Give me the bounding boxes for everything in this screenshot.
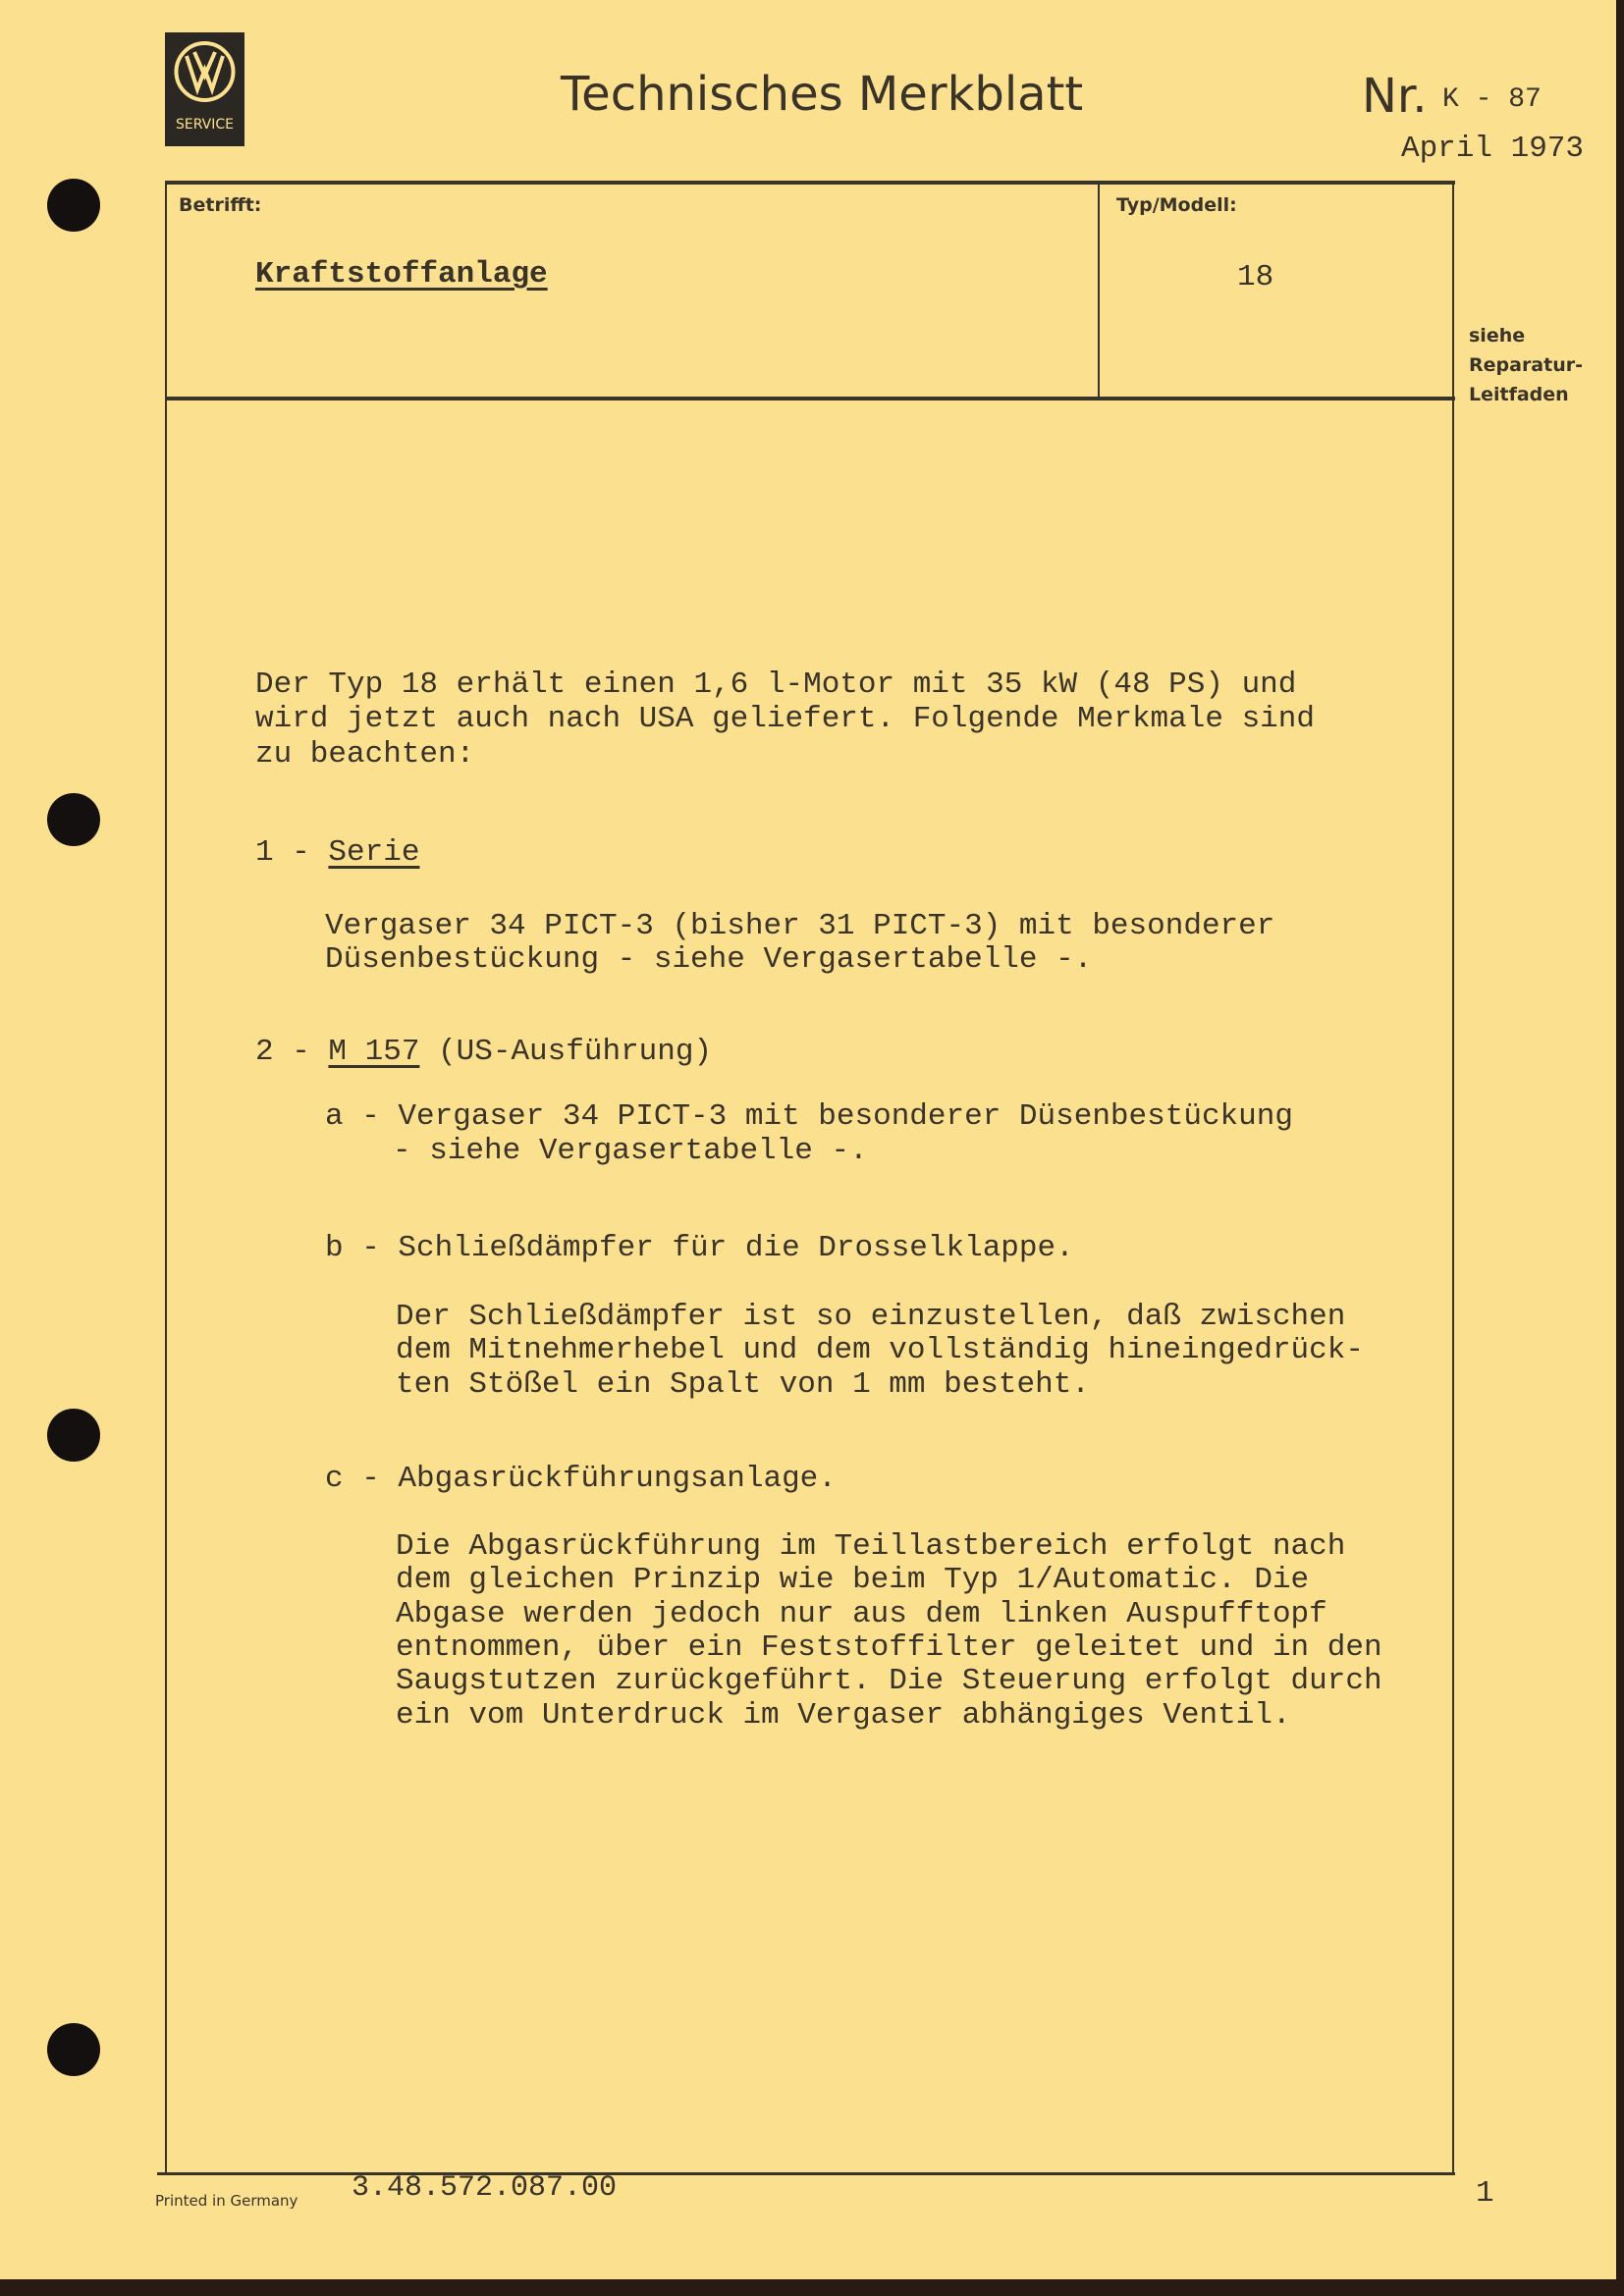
vw-service-logo [165, 32, 244, 146]
item-c-text: entnommen, über ein Feststoffilter geleitet und in den [396, 1630, 1382, 1665]
side-note-line: Leitfaden [1469, 384, 1569, 405]
item-b-text: Der Schließdämpfer ist so einzustellen, daß zwischen [396, 1300, 1346, 1334]
punch-hole [47, 2023, 100, 2076]
vw-emblem-icon [165, 32, 244, 111]
subject-value: Kraftstoffanlage [255, 257, 548, 292]
intro-line: zu beachten: [255, 737, 475, 772]
document-number: K - 87 [1442, 84, 1542, 115]
side-note-line: Reparatur- [1469, 354, 1583, 376]
item-c-text: dem gleichen Prinzip wie beim Typ 1/Automatic. Die [396, 1563, 1310, 1597]
divider [165, 181, 1455, 185]
document-date: April 1973 [1400, 132, 1584, 166]
section-title: Serie [328, 835, 420, 870]
intro-line: Der Typ 18 erhält einen 1,6 l-Motor mit 35 kW (48 PS) und [255, 667, 1297, 702]
nr-label: Nr. [1362, 69, 1428, 124]
item-c-text: ein vom Unterdruck im Vergaser abhängiges Ventil. [396, 1698, 1291, 1733]
item-b-text: ten Stößel ein Spalt von 1 mm besteht. [396, 1367, 1090, 1402]
item-a-cont: - siehe Vergasertabelle -. [393, 1134, 868, 1168]
section-number: 2 - [255, 1035, 329, 1069]
item-c-text: Saugstutzen zurückgeführt. Die Steuerung erfolgt durch [396, 1664, 1382, 1698]
divider [165, 397, 1455, 400]
page-number: 1 [1476, 2176, 1494, 2211]
form-code: 3.48.572.087.00 [352, 2171, 618, 2205]
item-c-text: Die Abgasrückführung im Teillastbereich erfolgt nach [396, 1529, 1346, 1564]
side-note-line: siehe [1469, 325, 1526, 347]
section-2-heading [255, 1035, 712, 1069]
item-c-text: Abgase werden jedoch nur aus dem linken Auspufftopf [396, 1597, 1327, 1631]
punch-hole [47, 1409, 100, 1462]
section-suffix: (US-Ausführung) [419, 1035, 713, 1069]
item-c: c - Abgasrückführungsanlage. [325, 1462, 837, 1496]
section-1-text: Düsenbestückung - siehe Vergasertabelle -. [325, 942, 1093, 977]
section-number: 1 - [255, 835, 329, 870]
punch-hole [47, 179, 100, 232]
section-1-text: Vergaser 34 PICT-3 (bisher 31 PICT-3) mit besonderer [325, 909, 1275, 943]
section-1-heading [255, 835, 419, 870]
model-label: Typ/Modell: [1116, 194, 1237, 216]
divider [165, 183, 167, 2175]
intro-line: wird jetzt auch nach USA geliefert. Folgende Merkmale sind [255, 702, 1315, 736]
item-a: a - Vergaser 34 PICT-3 mit besonderer Düsenbestückung [325, 1099, 1293, 1134]
page-title: Technisches Merkblatt [561, 67, 1084, 122]
item-b-text: dem Mitnehmerhebel und dem vollständig hineingedrück- [396, 1333, 1364, 1367]
side-note [1469, 321, 1583, 409]
divider [1452, 183, 1454, 2175]
model-value: 18 [1237, 260, 1274, 294]
logo-text: SERVICE [175, 117, 235, 133]
item-b: b - Schließdämpfer für die Drosselklappe. [325, 1231, 1074, 1265]
punch-hole [47, 793, 100, 846]
subject-label: Betrifft: [179, 194, 262, 216]
divider [1098, 183, 1100, 399]
section-title: M 157 [328, 1035, 420, 1069]
printed-in-germany: Printed in Germany [155, 2192, 298, 2210]
